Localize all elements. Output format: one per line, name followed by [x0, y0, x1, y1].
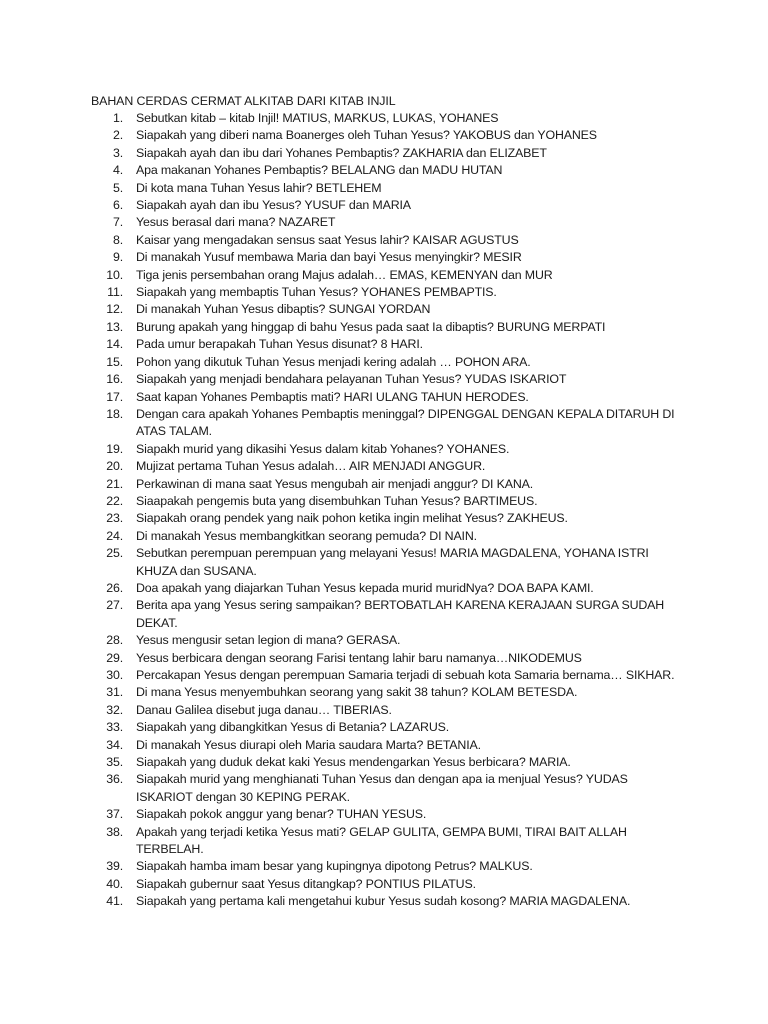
question-item — [0, 301, 768, 318]
question-text: Doa apakah yang diajarkan Tuhan Yesus kepada murid muridNya? DOA BAPA KAMI. — [136, 580, 594, 595]
question-item — [0, 824, 768, 859]
question-number: 28. — [106, 633, 123, 648]
question-item — [0, 336, 768, 353]
question-text: Pada umur berapakah Tuhan Yesus disunat? 8 HARI. — [136, 337, 423, 352]
question-text: Apa makanan Yohanes Pembaptis? BELALANG dan MADU HUTAN — [136, 163, 503, 178]
question-item — [0, 650, 768, 667]
question-list — [0, 110, 768, 911]
question-number: 4. — [112, 163, 123, 178]
question-item — [0, 127, 768, 144]
question-number: 29. — [106, 650, 123, 665]
question-number: 2. — [112, 128, 123, 143]
document-title: BAHAN CERDAS CERMAT ALKITAB DARI KITAB INJIL — [91, 94, 396, 108]
question-text: Berita apa yang Yesus sering sampaikan? BERTOBATLAH KARENA KERAJAAN SURGA SUDAH DEKAT. — [136, 598, 665, 630]
question-number: 3. — [112, 145, 123, 160]
question-number: 27. — [106, 598, 123, 613]
question-item — [0, 180, 768, 197]
question-item — [0, 528, 768, 545]
question-text: Mujizat pertama Tuhan Yesus adalah… AIR MENJADI ANGGUR. — [136, 459, 486, 474]
question-item — [0, 197, 768, 214]
question-number: 14. — [106, 337, 123, 352]
question-text: Siapakah ayah dan ibu dari Yohanes Pembaptis? ZAKHARIA dan ELIZABET — [136, 145, 547, 160]
question-text: Siapakah pokok anggur yang benar? TUHAN YESUS. — [136, 807, 427, 822]
question-item — [0, 162, 768, 179]
question-item — [0, 893, 768, 910]
question-number: 23. — [106, 511, 123, 526]
question-number: 26. — [106, 580, 123, 595]
question-number: 11. — [107, 285, 123, 300]
question-number: 22. — [106, 493, 123, 508]
question-number: 21. — [106, 476, 123, 491]
question-number: 17. — [106, 389, 123, 404]
question-text: Di manakah Yusuf membawa Maria dan bayi Yesus menyingkir? MESIR — [136, 250, 522, 265]
question-item — [0, 493, 768, 510]
question-number: 35. — [106, 755, 123, 770]
question-number: 7. — [112, 215, 123, 230]
question-text: Kaisar yang mengadakan sensus saat Yesus lahir? KAISAR AGUSTUS — [136, 232, 519, 247]
question-text: Sebutkan kitab – kitab Injil! MATIUS, MARKUS, LUKAS, YOHANES — [136, 111, 499, 125]
question-item — [0, 597, 768, 632]
question-text: Siapakah yang duduk dekat kaki Yesus mendengarkan Yesus berbicara? MARIA. — [136, 755, 571, 770]
question-number: 16. — [106, 372, 123, 387]
question-number: 33. — [106, 720, 123, 735]
question-item — [0, 754, 768, 771]
question-item — [0, 371, 768, 388]
question-number: 31. — [106, 685, 123, 700]
question-text: Apakah yang terjadi ketika Yesus mati? GELAP GULITA, GEMPA BUMI, TIRAI BAIT ALLAH TERBELAH. — [136, 824, 627, 857]
question-text: Dengan cara apakah Yohanes Pembaptis meninggal? DIPENGGAL DENGAN KEPALA DITARUH DI ATAS TALAM. — [136, 406, 675, 439]
question-item — [0, 232, 768, 249]
question-item — [0, 214, 768, 231]
question-item — [0, 771, 768, 806]
question-item — [0, 267, 768, 284]
question-text: Danau Galilea disebut juga danau… TIBERIAS. — [136, 702, 392, 717]
question-text: Perkawinan di mana saat Yesus mengubah air menjadi anggur? DI KANA. — [136, 476, 534, 491]
question-text: Yesus mengusir setan legion di mana? GERASA. — [136, 633, 401, 648]
question-number: 1. — [112, 111, 123, 125]
question-number: 9. — [112, 250, 123, 265]
question-item — [0, 545, 768, 580]
question-item — [0, 876, 768, 893]
question-text: Saat kapan Yohanes Pembaptis mati? HARI ULANG TAHUN HERODES. — [136, 389, 529, 404]
question-item — [0, 632, 768, 649]
question-number: 19. — [106, 441, 123, 456]
question-text: Siapakah yang dibangkitkan Yesus di Betania? LAZARUS. — [136, 720, 450, 735]
question-item — [0, 858, 768, 875]
question-item — [0, 737, 768, 754]
question-item — [0, 684, 768, 701]
question-text: Di manakah Yesus membangkitkan seorang pemuda? DI NAIN. — [136, 528, 477, 543]
question-item — [0, 406, 768, 441]
question-number: 30. — [106, 668, 123, 682]
question-text: Siaapakah pengemis buta yang disembuhkan Tuhan Yesus? BARTIMEUS. — [136, 493, 538, 508]
question-text: Siapakah yang menjadi bendahara pelayanan Tuhan Yesus? YUDAS ISKARIOT — [136, 372, 567, 387]
question-text: Di manakah Yesus diurapi oleh Maria saudara Marta? BETANIA. — [136, 737, 481, 752]
question-text: Siapakah orang pendek yang naik pohon ketika ingin melihat Yesus? ZAKHEUS. — [136, 511, 568, 526]
question-text: Yesus berbicara dengan seorang Farisi tentang lahir baru namanya…NIKODEMUS — [136, 650, 582, 665]
question-number: 24. — [106, 528, 123, 543]
question-item — [0, 702, 768, 719]
question-item — [0, 319, 768, 336]
question-item — [0, 719, 768, 736]
question-item — [0, 510, 768, 527]
question-number: 18. — [106, 406, 123, 421]
question-text: Yesus berasal dari mana? NAZARET — [136, 215, 336, 230]
question-text: Di manakah Yuhan Yesus dibaptis? SUNGAI YORDAN — [136, 302, 431, 317]
question-item — [0, 110, 768, 127]
question-number: 15. — [106, 354, 123, 369]
question-item — [0, 284, 768, 301]
question-number: 8. — [112, 232, 123, 247]
question-text: Siapakah hamba imam besar yang kupingnya dipotong Petrus? MALKUS. — [136, 859, 533, 874]
question-text: Burung apakah yang hinggap di bahu Yesus pada saat Ia dibaptis? BURUNG MERPATI — [136, 319, 606, 334]
question-number: 37. — [106, 807, 123, 822]
question-item — [0, 249, 768, 266]
question-text: Siapakah gubernur saat Yesus ditangkap? PONTIUS PILATUS. — [136, 876, 476, 891]
question-item — [0, 476, 768, 493]
question-item — [0, 354, 768, 371]
question-text: Pohon yang dikutuk Tuhan Yesus menjadi kering adalah … POHON ARA. — [136, 354, 531, 369]
question-item — [0, 667, 768, 684]
question-number: 10. — [106, 267, 123, 282]
question-number: 40. — [106, 876, 123, 891]
question-text: Percakapan Yesus dengan perempuan Samaria terjadi di sebuah kota Samaria bernama… SIKHAR. — [136, 668, 675, 682]
question-text: Siapakah ayah dan ibu Yesus? YUSUF dan MARIA — [136, 198, 411, 213]
question-number: 39. — [106, 859, 123, 874]
question-item — [0, 145, 768, 162]
question-number: 13. — [106, 319, 123, 334]
question-number: 12. — [106, 302, 123, 317]
question-number: 20. — [106, 459, 123, 474]
question-text: Di mana Yesus menyembuhkan seorang yang sakit 38 tahun? KOLAM BETESDA. — [136, 685, 578, 700]
question-number: 5. — [112, 180, 123, 195]
question-text: Siapakah murid yang menghianati Tuhan Yesus dan dengan apa ia menjual Yesus? YUDAS ISKARIOT dengan 30 KEPING PERAK. — [136, 772, 628, 804]
question-number: 38. — [106, 824, 123, 839]
question-text: Sebutkan perempuan perempuan yang melayani Yesus! MARIA MAGDALENA, YOHANA ISTRI KHUZA dan SUSANA. — [136, 546, 649, 578]
question-item — [0, 458, 768, 475]
question-number: 6. — [112, 198, 123, 213]
question-number: 36. — [106, 772, 123, 787]
question-item — [0, 806, 768, 823]
question-item — [0, 441, 768, 458]
question-number: 41. — [106, 894, 123, 909]
question-text: Siapakah yang diberi nama Boanerges oleh Tuhan Yesus? YAKOBUS dan YOHANES — [136, 128, 597, 143]
question-text: Siapakah yang membaptis Tuhan Yesus? YOHANES PEMBAPTIS. — [136, 285, 497, 300]
question-text: Siapakh murid yang dikasihi Yesus dalam kitab Yohanes? YOHANES. — [136, 441, 510, 456]
question-number: 25. — [106, 546, 123, 561]
question-number: 34. — [106, 737, 123, 752]
question-item — [0, 389, 768, 406]
question-text: Tiga jenis persembahan orang Majus adalah… EMAS, KEMENYAN dan MUR — [136, 267, 553, 282]
question-text: Di kota mana Tuhan Yesus lahir? BETLEHEM — [136, 180, 382, 195]
question-number: 32. — [106, 702, 123, 717]
question-item — [0, 580, 768, 597]
question-text: Siapakah yang pertama kali mengetahui kubur Yesus sudah kosong? MARIA MAGDALENA. — [136, 894, 631, 909]
